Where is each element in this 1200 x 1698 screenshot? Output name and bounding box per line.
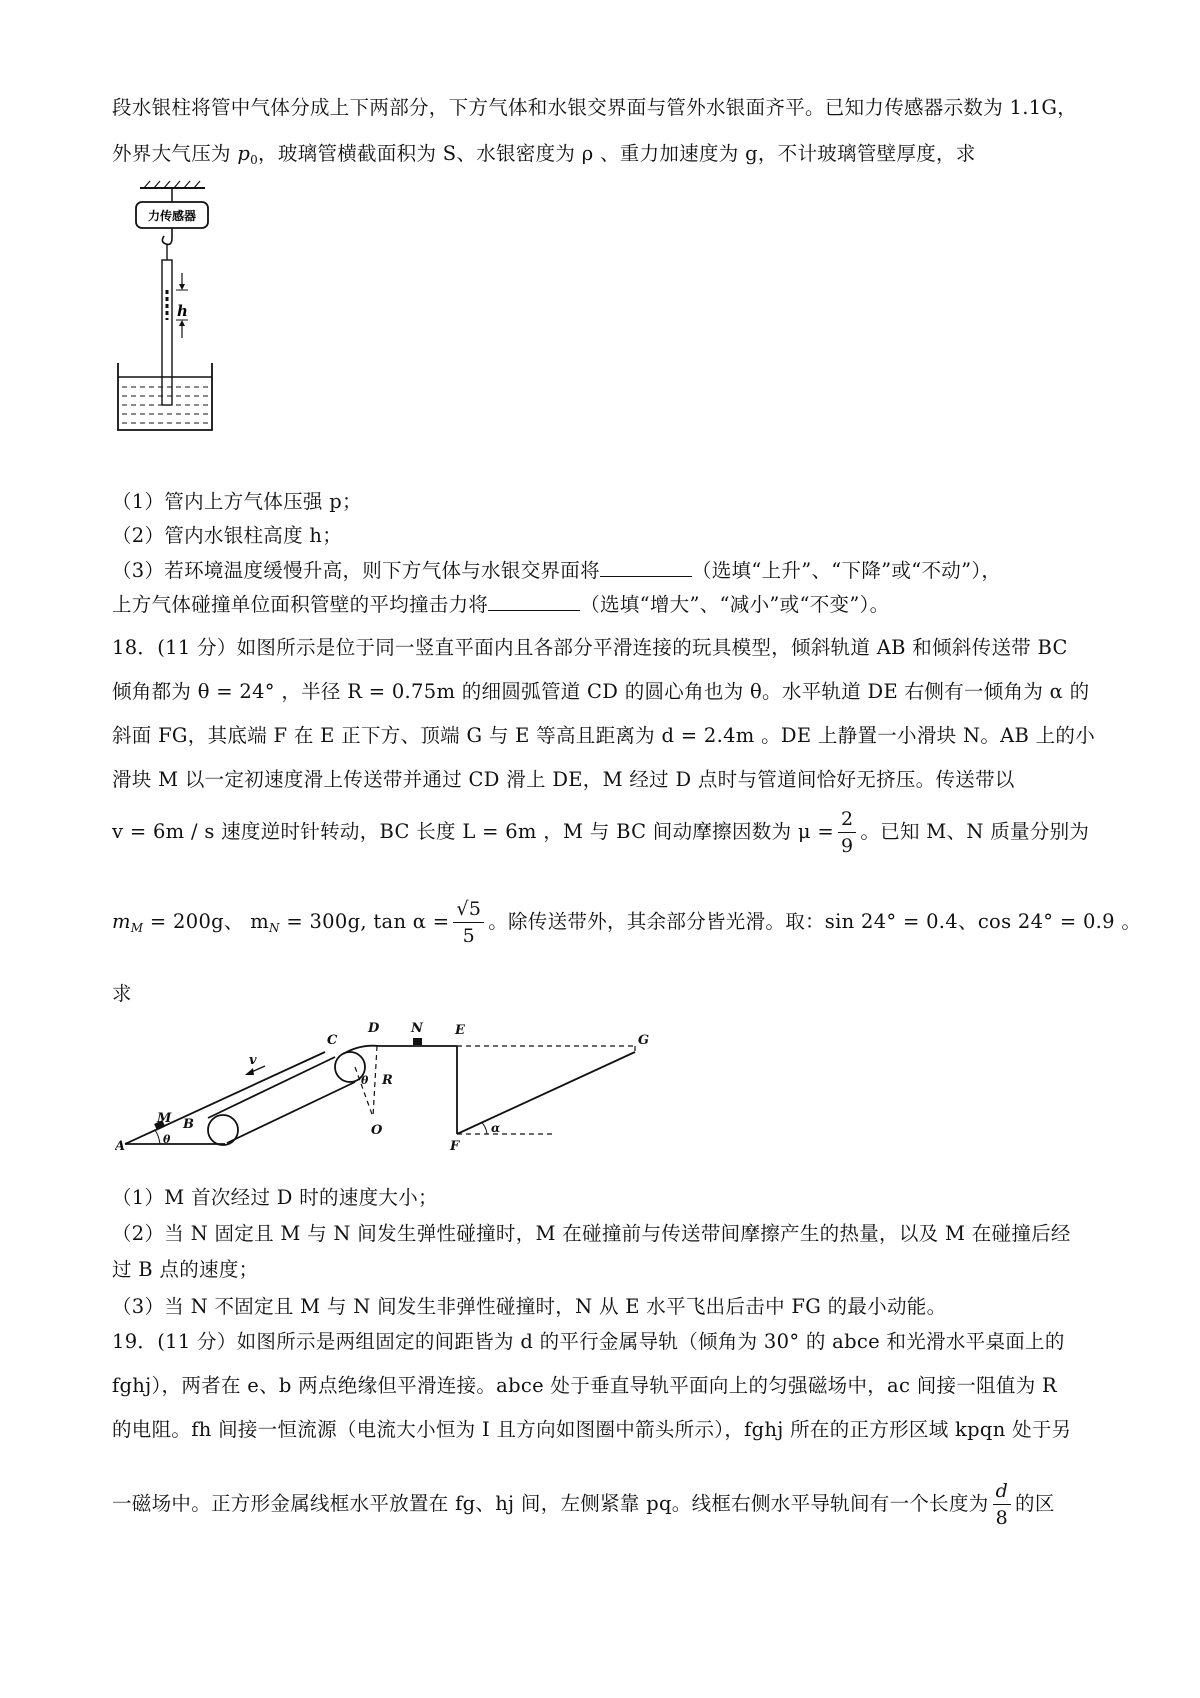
- q19-line-4a: 一磁场中。正方形金属线框水平放置在 fg、hj 间，左侧紧靠 pq。线框右侧水平导轨间有一个长度为: [112, 1492, 989, 1515]
- sub-0: 0: [250, 153, 259, 167]
- q19-line-4: [112, 1478, 1055, 1531]
- q17-part-1: （1）管内上方气体压强 p；: [112, 490, 362, 513]
- d8-numerator: d: [993, 1478, 1011, 1505]
- q18-part-3: （3）当 N 不固定且 M 与 N 间发生非弹性碰撞时，N 从 E 水平飞出后击中 FG 的最小动能。: [112, 1295, 947, 1318]
- label-theta-2: θ: [361, 1074, 369, 1087]
- mu-denominator: 9: [841, 835, 854, 857]
- force-sensor-figure: [110, 180, 240, 435]
- q18-line-4: 滑块 M 以一定初速度滑上传送带并通过 CD 滑上 DE，M 经过 D 点时与管道间恰好无挤压。传送带以: [112, 768, 1015, 791]
- intro-line-2a: 外界大气压为: [112, 142, 238, 165]
- q18-line-7: 求: [112, 982, 132, 1005]
- d8-denominator: 8: [995, 1507, 1008, 1529]
- q18-line-5b: 。已知 M、N 质量分别为: [860, 820, 1090, 843]
- h-label: h: [177, 302, 188, 320]
- track-figure: [115, 1022, 675, 1152]
- tan-fraction: [453, 896, 484, 949]
- q17-part-3c: 上方气体碰撞单位面积管壁的平均撞击力将: [112, 593, 489, 616]
- q19-line-2: fghj），两者在 e、b 两点绝缘但平滑连接。abce 处于垂直导轨平面向上的匀强磁场中，ac 间接一阻值为 R: [112, 1374, 1057, 1397]
- q18-line-6d: 。除传送带外，其余部分皆光滑。取：sin 24° = 0.4、cos 24° = 0.9 。: [488, 910, 1142, 933]
- label-n: N: [411, 1022, 423, 1036]
- d-over-8-fraction: [993, 1478, 1011, 1531]
- q19-line-1: 19．(11 分）如图所示是两组固定的间距皆为 d 的平行金属导轨（倾角为 30° 的 abce 和光滑水平桌面上的: [112, 1330, 1065, 1353]
- mu-fraction: [838, 806, 856, 859]
- q17-part-3d: （选填“增大”、“减小”或“不变”）。: [580, 593, 890, 616]
- label-e: E: [455, 1023, 465, 1038]
- label-g: G: [638, 1033, 650, 1048]
- q18-line-1: 18．(11 分）如图所示是位于同一竖直平面内且各部分平滑连接的玩具模型，倾斜轨道 AB 和倾斜传送带 BC: [112, 636, 1068, 659]
- tan-denominator: 5: [462, 925, 475, 947]
- q18-line-5: [112, 806, 1089, 859]
- label-o: O: [371, 1123, 383, 1138]
- label-d: D: [368, 1022, 380, 1036]
- label-c: C: [327, 1033, 338, 1048]
- label-b: B: [183, 1117, 194, 1132]
- glass-tube: [162, 260, 172, 405]
- var-p: p: [237, 142, 251, 165]
- var-m: m: [112, 910, 131, 933]
- q18-line-6c: = 300g, tan α =: [279, 910, 450, 933]
- q18-part-1: （1）M 首次经过 D 时的速度大小；: [112, 1186, 438, 1209]
- answer-blank-1: [600, 562, 692, 577]
- q17-part-3a: （3）若环境温度缓慢升高，则下方气体与水银交界面将: [112, 559, 600, 582]
- q19-line-3: 的电阻。fh 间接一恒流源（电流大小恒为 I 且方向如图圈中箭头所示），fghj 所在的正方形区域 kpqn 处于另: [112, 1418, 1072, 1441]
- q17-part-3: [112, 555, 1001, 583]
- label-a: A: [115, 1139, 126, 1152]
- label-r: R: [382, 1073, 393, 1088]
- q18-line-2: 倾角都为 θ = 24° ，半径 R = 0.75m 的细圆弧管道 CD 的圆心角也为 θ。水平轨道 DE 右侧有一倾角为 α 的: [112, 680, 1090, 703]
- q18-line-6b: = 200g、 m: [143, 910, 270, 933]
- pulley-b: [208, 1115, 238, 1145]
- sub-N: N: [269, 921, 280, 935]
- q18-line-5a: v = 6m / s 速度逆时针转动，BC 长度 L = 6m ，M 与 BC 间动摩擦因数为 μ =: [112, 820, 834, 843]
- sensor-label: 力传感器: [147, 209, 197, 223]
- label-v: v: [249, 1053, 257, 1068]
- mu-numerator: 2: [838, 806, 856, 833]
- intro-line-2: [112, 138, 976, 167]
- q18-part-2a: （2）当 N 固定且 M 与 N 间发生弹性碰撞时，M 在碰撞前与传送带间摩擦产生的热量，以及 M 在碰撞后经: [112, 1222, 1071, 1245]
- q18-part-2b: 过 B 点的速度；: [112, 1258, 259, 1281]
- q19-line-4b: 的区: [1015, 1492, 1055, 1515]
- label-theta-1: θ: [163, 1133, 171, 1146]
- q17-part-3b: （选填“上升”、“下降”或“不动”），: [691, 559, 1002, 582]
- q18-line-3: 斜面 FG，其底端 F 在 E 正下方、顶端 G 与 E 等高且距离为 d = 2.4m 。DE 上静置一小滑块 N。AB 上的小: [112, 724, 1096, 747]
- answer-blank-2: [488, 596, 580, 611]
- intro-line-1: 段水银柱将管中气体分成上下两部分，下方气体和水银交界面与管外水银面齐平。已知力传感器示数为 1.1G，: [112, 96, 1078, 119]
- label-m: M: [157, 1111, 172, 1126]
- slider-n: [413, 1038, 422, 1045]
- label-f: F: [450, 1139, 460, 1152]
- q17-part-2: （2）管内水银柱高度 h；: [112, 524, 343, 547]
- q17-part-3-cont: [112, 589, 889, 617]
- q18-line-6: [112, 896, 1141, 949]
- tan-numerator: √5: [453, 896, 484, 923]
- intro-line-2b: ，玻璃管横截面积为 S、水银密度为 ρ 、重力加速度为 g，不计玻璃管壁厚度，求: [258, 142, 976, 165]
- label-alpha: α: [491, 1121, 501, 1135]
- sub-M: M: [130, 921, 144, 935]
